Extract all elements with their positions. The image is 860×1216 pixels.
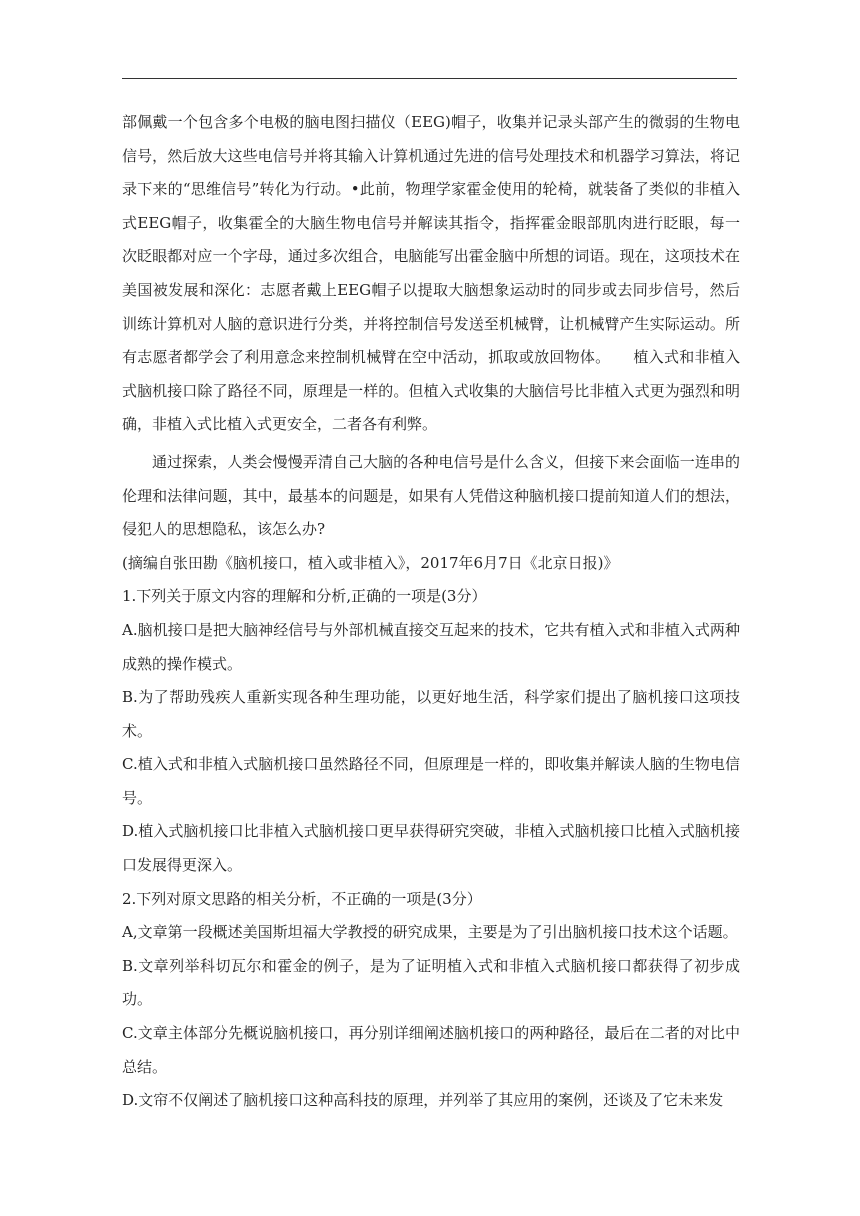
question-1-stem: 1.下列关于原文内容的理解和分析,正确的一项是(3分） xyxy=(122,587,487,606)
question-2-option-a: A,文章第一段概述美国斯坦福大学教授的研究成果，主要是为了引出脑机接口技术这个话题。 xyxy=(122,923,738,942)
question-1-option-a: A.脑机接口是把大脑神经信号与外部机械直接交互起来的技术，它共有植入式和非植入式两种成熟的操作模式。 xyxy=(122,620,740,673)
paragraph-2: 通过探索，人类会慢慢弄清自己大脑的各种电信号是什么含义，但接下来会面临一连串的伦理和法律问题，其中，最基本的问题是，如果有人凭借这种脑机接口提前知道人们的想法，侵犯人的思想隐私，该怎么办? xyxy=(122,452,740,539)
question-2-option-d: D.文帘不仅阐述了脑机接口这种高科技的原理，并列举了其应用的案例，还谈及了它未来发 xyxy=(122,1091,724,1110)
header-rule xyxy=(122,78,737,79)
question-2-stem: 2.下列对原文思路的相关分析，不正确的一项是(3分） xyxy=(122,889,482,908)
document-body xyxy=(122,106,740,1118)
question-2-option-b: B.文章列举科切瓦尔和霍金的例子，是为了证明植入式和非植入式脑机接口都获得了初步成功。 xyxy=(122,956,740,1009)
question-1-option-d: D.植入式脑机接口比非植入式脑机接口更早获得研究突破，非植入式脑机接口比植入式脑机接口发展得更深入。 xyxy=(122,822,740,875)
question-1-option-c: C.植入式和非植入式脑机接口虽然路径不同，但原理是一样的，即收集并解读人脑的生物电信号。 xyxy=(122,755,740,807)
question-2-option-c: C.文章主体部分先概说脑机接口，再分别详细阐述脑机接口的两种路径，最后在二者的对比中总结。 xyxy=(122,1024,740,1076)
question-1-option-b: B.为了帮助残疾人重新实现各种生理功能，以更好地生活，科学家们提出了脑机接口这项技术。 xyxy=(122,688,740,740)
source-citation: (摘编自张田勘《脑机接口，植入或非植入》，2017年6月7日《北京日报)》 xyxy=(122,553,619,572)
paragraph-1: 部佩戴一个包含多个电极的脑电图扫描仪（EEG)帽子，收集并记录头部产生的微弱的生物电信号，然后放大这些电信号并将其输入计算机通过先进的信号处理技术和机器学习算法，将记录下来的“思维信号”转化为行动。•此前，物理学家霍金使用的轮椅，就装备了类似的非植入式EEG帽子，收集霍全的大脑生物电信号并解读其指令，指挥霍金眼部肌肉进行眨眼，每一次眨眼都对应一个字母，通过多次组合，电脑能写出霍金脑中所想的词语。现在，这项技术在美国被发展和深化：志愿者戴上EEG帽子以提取大脑想象运动时的同步或去同步信号，然后训练计算机对人脑的意识进行分类，并将控制信号发送至机械臂，让机械臂产生实际运动。所有志愿者都学会了利用意念来控制机械臂在空中活动，抓取或放回物体。 植入式和非植入式脑机接口除了路径不同，原理是一样的。但植入式收集的大脑信号比非植入式更为强烈和明确，非植入式比植入式更安全，二者各有利弊。 xyxy=(122,113,740,434)
